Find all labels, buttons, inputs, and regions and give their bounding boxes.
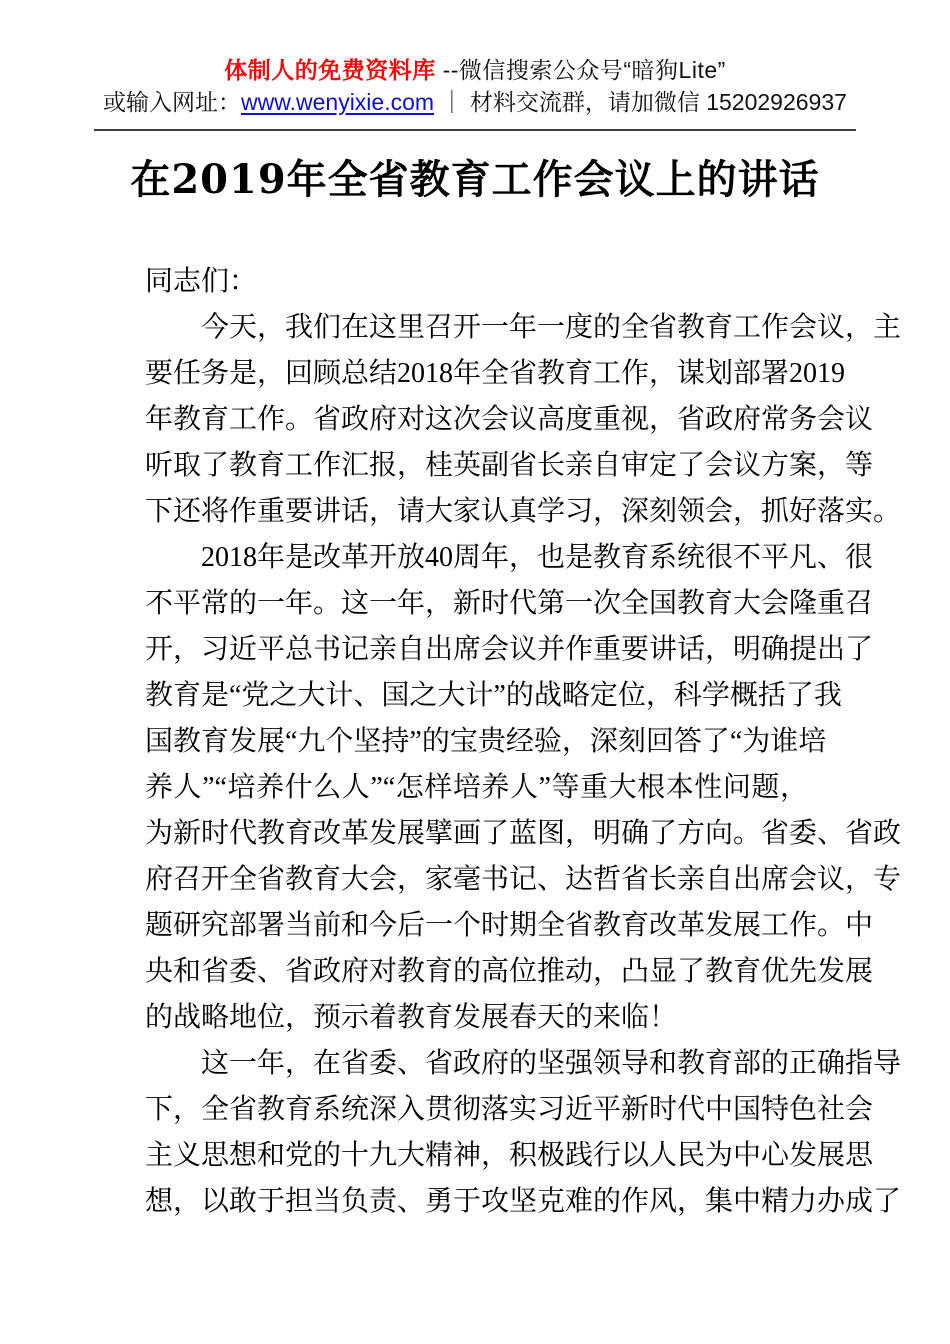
body-line: 想，以敢于担当负责、勇于攻坚克难的作风，集中精力办成了	[145, 1186, 902, 1217]
body-line: 央和省委、省政府对教育的高位推动，凸显了教育优先发展	[145, 956, 874, 987]
document-body	[145, 259, 902, 1225]
header-banner	[0, 0, 950, 119]
url-prefix-label: 或输入网址：	[103, 89, 242, 115]
promo-title-rest: --微信搜索公众号“暗狗Lite”	[435, 57, 726, 83]
body-line: 听取了教育工作汇报，桂英副省长亲自审定了会议方案，等	[145, 450, 874, 481]
body-line: 国教育发展“九个坚持”的宝贵经验，深刻回答了“为谁培	[145, 726, 827, 757]
body-line: 养人”“培养什么人”“怎样培养人”等重大根本性问题，	[145, 772, 808, 803]
page-title: 在2019年全省教育工作会议上的讲话	[130, 156, 820, 203]
body-line: 题研究部署当前和今后一个时期全省教育改革发展工作。中	[145, 910, 874, 941]
body-line: 今天，我们在这里召开一年一度的全省教育工作会议，主	[201, 312, 902, 343]
body-line: 同志们：	[145, 266, 258, 297]
body-line: 年教育工作。省政府对这次会议高度重视，省政府常务会议	[145, 404, 874, 435]
body-line: 的战略地位，预示着教育发展春天的来临！	[145, 1002, 678, 1033]
promo-title-highlight: 体制人的免费资料库	[224, 57, 436, 83]
promo-subtitle	[0, 86, 950, 119]
promo-title	[0, 54, 950, 86]
body-line: 为新时代教育改革发展擘画了蓝图，明确了方向。省委、省政	[145, 818, 902, 849]
body-line: 开，习近平总书记亲自出席会议并作重要讲话，明确提出了	[145, 634, 874, 665]
separator-text: ｜	[434, 89, 470, 115]
body-line: 下，全省教育系统深入贯彻落实习近平新时代中国特色社会	[145, 1094, 874, 1125]
body-line: 主义思想和党的十九大精神，积极践行以人民为中心发展思	[145, 1140, 874, 1171]
body-line: 2018年是改革开放40周年，也是教育系统很不平凡、很	[201, 542, 874, 573]
contact-info-text: 材料交流群，请加微信 15202926937	[469, 89, 847, 115]
body-line: 不平常的一年。这一年，新时代第一次全国教育大会隆重召	[145, 588, 874, 619]
body-line: 要任务是，回顾总结2018年全省教育工作，谋划部署2019	[145, 358, 846, 389]
body-line: 教育是“党之大计、国之大计”的战略定位，科学概括了我	[145, 680, 842, 711]
body-line: 这一年，在省委、省政府的坚强领导和教育部的正确指导	[201, 1048, 902, 1079]
header-divider	[94, 129, 856, 131]
body-line: 府召开全省教育大会，家毫书记、达哲省长亲自出席会议，专	[145, 864, 902, 895]
site-url-link[interactable]: www.wenyixie.com	[241, 89, 435, 115]
body-line: 下还将作重要讲话，请大家认真学习，深刻领会，抓好落实。	[145, 496, 902, 527]
